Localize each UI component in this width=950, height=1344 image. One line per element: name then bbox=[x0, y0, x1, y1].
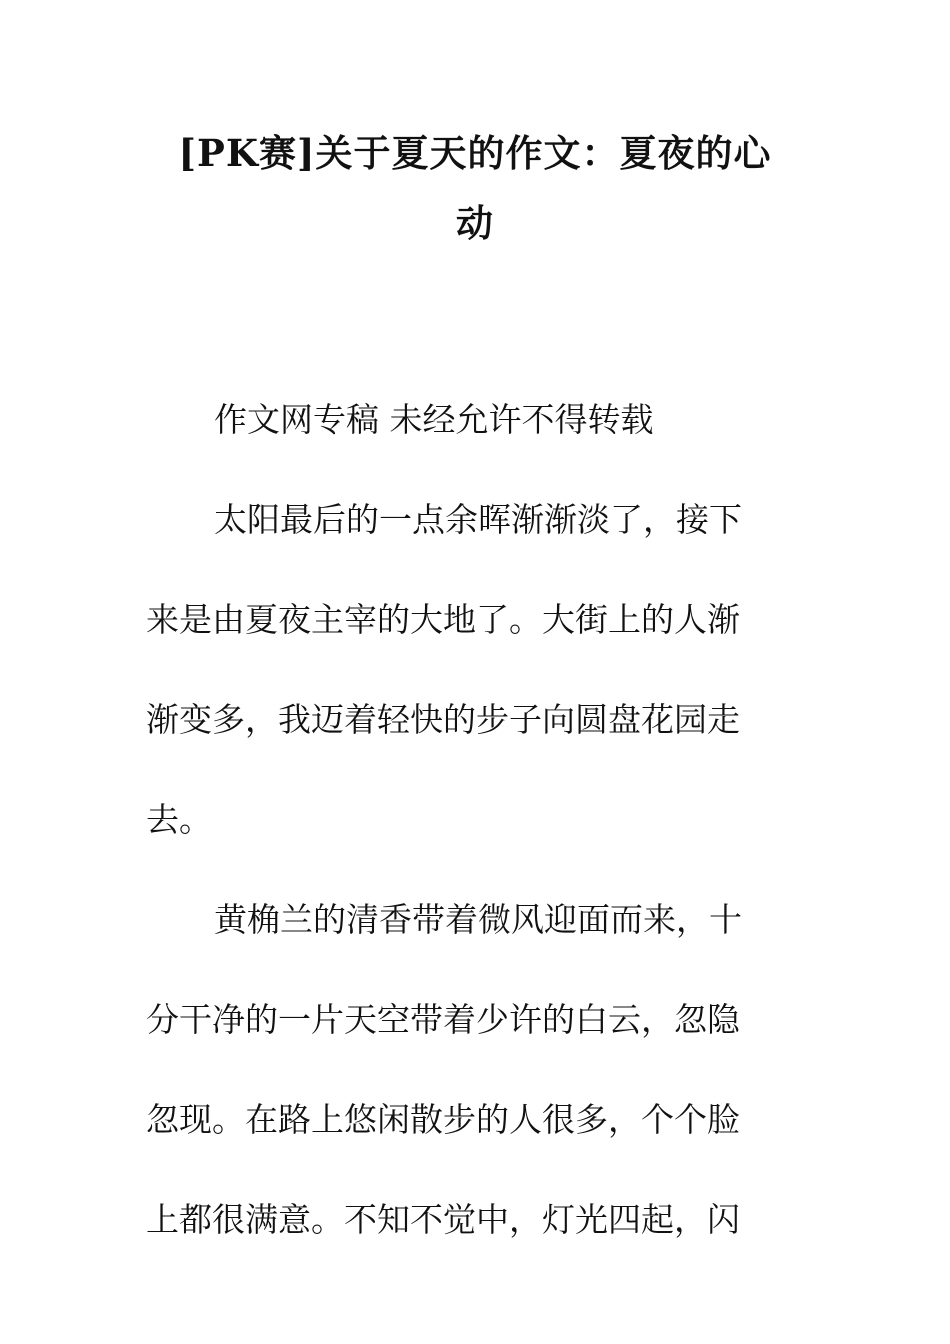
paragraph-line: 作文网专稿 未经允许不得转载 bbox=[214, 400, 654, 439]
paragraph-line: 去。 bbox=[146, 800, 212, 839]
paragraph-line: 分干净的一片天空带着少许的白云，忽隐 bbox=[146, 1000, 740, 1039]
title-line-2: 动 bbox=[456, 201, 494, 245]
document-title bbox=[140, 118, 810, 258]
paragraph-copyright-notice bbox=[146, 370, 786, 470]
paragraph-line: 上都很满意。不知不觉中，灯光四起，闪 bbox=[146, 1200, 740, 1239]
paragraph-magnolia bbox=[146, 870, 786, 1270]
paragraph-line: 渐变多，我迈着轻快的步子向圆盘花园走 bbox=[146, 700, 740, 739]
title-line-1: [PK赛]关于夏天的作文：夏夜的心 bbox=[178, 131, 772, 175]
document-body bbox=[146, 370, 786, 1270]
paragraph-line: 太阳最后的一点余晖渐渐淡了，接下 bbox=[214, 500, 742, 539]
paragraph-sunset bbox=[146, 470, 786, 870]
paragraph-line: 来是由夏夜主宰的大地了。大街上的人渐 bbox=[146, 600, 740, 639]
paragraph-line: 黄桷兰的清香带着微风迎面而来，十 bbox=[214, 900, 742, 939]
paragraph-line: 忽现。在路上悠闲散步的人很多，个个脸 bbox=[146, 1100, 740, 1139]
